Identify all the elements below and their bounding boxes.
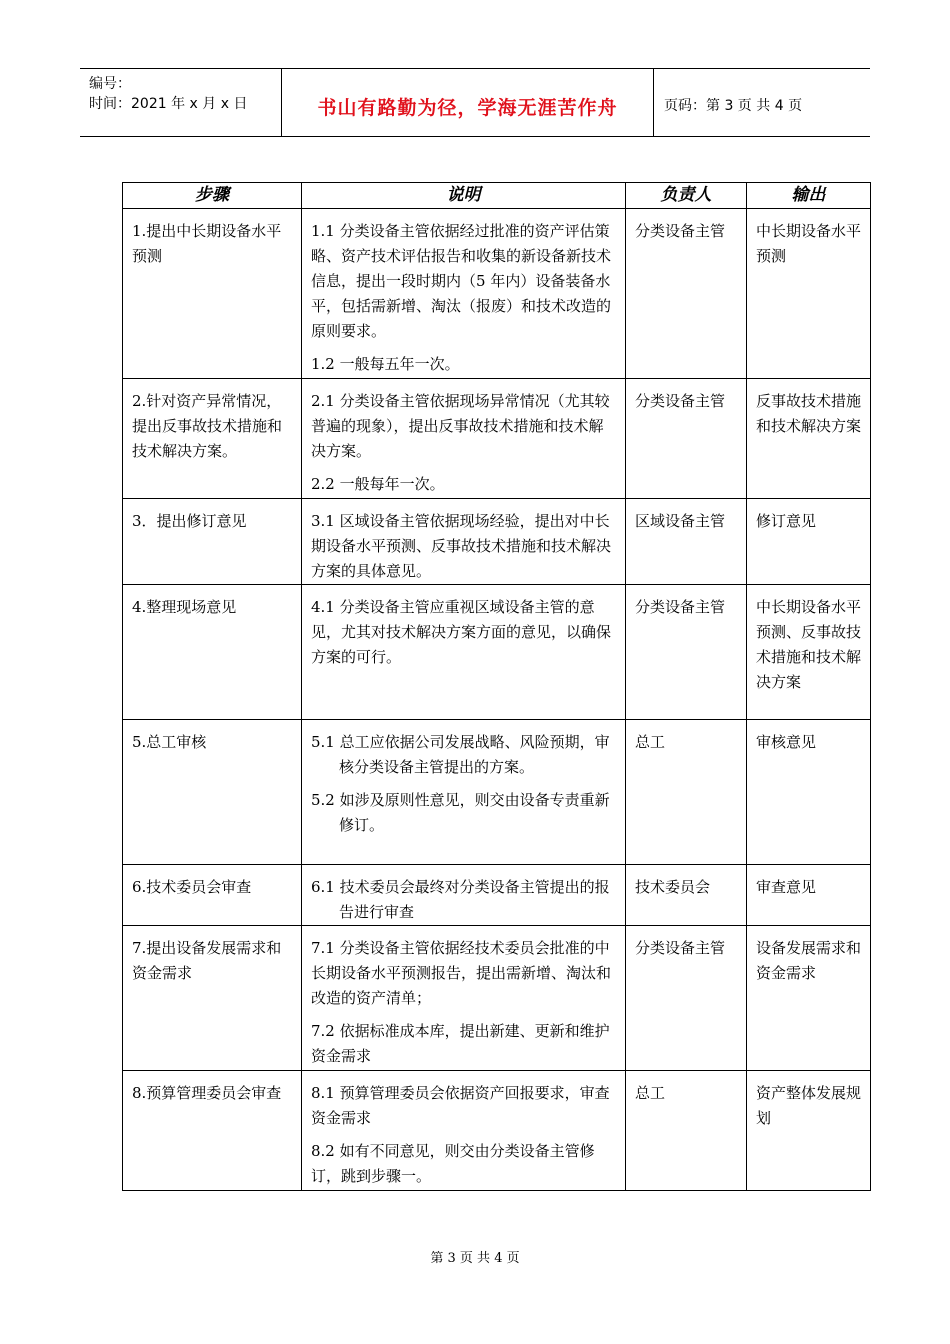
description-item: 2.2 一般每年一次。 <box>311 475 445 493</box>
header-page-number: 页码：第 3 页 共 4 页 <box>664 98 803 114</box>
owner-cell: 分类设备主管 <box>626 926 747 1071</box>
description-item: 7.1 分类设备主管依据经技术委员会批准的中长期设备水平预测报告，提出需新增、淘汰和改造的资产清单； <box>311 939 612 1007</box>
output-cell: 审查意见 <box>747 865 871 926</box>
output-cell: 审核意见 <box>747 720 871 865</box>
page-footer: 第 3 页 共 4 页 <box>430 1251 520 1266</box>
output-cell: 中长期设备水平预测 <box>747 209 871 379</box>
output-cell: 设备发展需求和资金需求 <box>747 926 871 1071</box>
description-cell <box>302 926 626 1071</box>
page-header <box>80 68 870 137</box>
description-cell <box>302 379 626 499</box>
table-row <box>123 865 871 926</box>
owner-cell: 分类设备主管 <box>626 379 747 499</box>
table-row <box>123 209 871 379</box>
table-header-row <box>123 183 871 209</box>
step-cell: 3．提出修订意见 <box>123 499 302 585</box>
step-cell: 8.预算管理委员会审查 <box>123 1071 302 1191</box>
description-item: 4.1 分类设备主管应重视区域设备主管的意见，尤其对技术解决方案方面的意见，以确保方案的可行。 <box>311 598 612 666</box>
description-item: 3.1 区域设备主管依据现场经验，提出对中长期设备水平预测、反事故技术措施和技术解决方案的具体意见。 <box>311 512 612 580</box>
description-item: 8.1 预算管理委员会依据资产回报要求，审查资金需求 <box>311 1084 610 1127</box>
owner-cell: 技术委员会 <box>626 865 747 926</box>
description-item: 7.2 依据标准成本库，提出新建、更新和维护资金需求 <box>311 1022 610 1065</box>
description-item: 6.1 技术委员会最终对分类设备主管提出的报告进行审查 <box>311 878 610 921</box>
document-number-label: 编号： <box>89 76 131 92</box>
header-info-cell <box>80 69 282 136</box>
output-cell: 资产整体发展规划 <box>747 1071 871 1191</box>
description-item: 1.2 一般每五年一次。 <box>311 355 460 373</box>
step-cell: 2.针对资产异常情况，提出反事故技术措施和技术解决方案。 <box>123 379 302 499</box>
column-header-description: 说明 <box>302 183 626 209</box>
table-row <box>123 585 871 720</box>
step-cell: 1.提出中长期设备水平预测 <box>123 209 302 379</box>
process-table <box>122 182 871 1191</box>
step-cell: 7.提出设备发展需求和资金需求 <box>123 926 302 1071</box>
step-cell: 5.总工审核 <box>123 720 302 865</box>
owner-cell: 总工 <box>626 720 747 865</box>
step-cell: 6.技术委员会审查 <box>123 865 302 926</box>
description-cell <box>302 865 626 926</box>
table-row <box>123 379 871 499</box>
owner-cell: 分类设备主管 <box>626 209 747 379</box>
column-header-step: 步骤 <box>123 183 302 209</box>
owner-cell: 分类设备主管 <box>626 585 747 720</box>
step-cell: 4.整理现场意见 <box>123 585 302 720</box>
owner-cell: 总工 <box>626 1071 747 1191</box>
description-cell <box>302 499 626 585</box>
description-item: 8.2 如有不同意见，则交由分类设备主管修订，跳到步骤一。 <box>311 1142 595 1185</box>
output-cell: 修订意见 <box>747 499 871 585</box>
table-row <box>123 926 871 1071</box>
description-cell <box>302 585 626 720</box>
owner-cell: 区域设备主管 <box>626 499 747 585</box>
description-cell <box>302 209 626 379</box>
header-page-cell <box>654 69 870 136</box>
description-item: 5.2 如涉及原则性意见，则交由设备专责重新修订。 <box>311 791 610 834</box>
column-header-owner: 负责人 <box>626 183 747 209</box>
header-motto-cell <box>282 69 654 136</box>
header-motto: 书山有路勤为径，学海无涯苦作舟 <box>317 97 618 119</box>
column-header-output: 输出 <box>747 183 871 209</box>
document-time-label: 时间：2021 年 x 月 x 日 <box>89 96 248 112</box>
output-cell: 中长期设备水平预测、反事故技术措施和技术解决方案 <box>747 585 871 720</box>
description-item: 2.1 分类设备主管依据现场异常情况（尤其较普遍的现象），提出反事故技术措施和技术解决方案。 <box>311 392 610 460</box>
table-row <box>123 720 871 865</box>
table-row <box>123 499 871 585</box>
table-row <box>123 1071 871 1191</box>
output-cell: 反事故技术措施和技术解决方案 <box>747 379 871 499</box>
description-item: 5.1 总工应依据公司发展战略、风险预期，审核分类设备主管提出的方案。 <box>311 733 610 776</box>
description-item: 1.1 分类设备主管依据经过批准的资产评估策略、资产技术评估报告和收集的新设备新技术信息，提出一段时期内（5 年内）设备装备水平，包括需新增、淘汰（报废）和技术改造的原则要求。 <box>311 222 612 340</box>
description-cell <box>302 1071 626 1191</box>
description-cell <box>302 720 626 865</box>
